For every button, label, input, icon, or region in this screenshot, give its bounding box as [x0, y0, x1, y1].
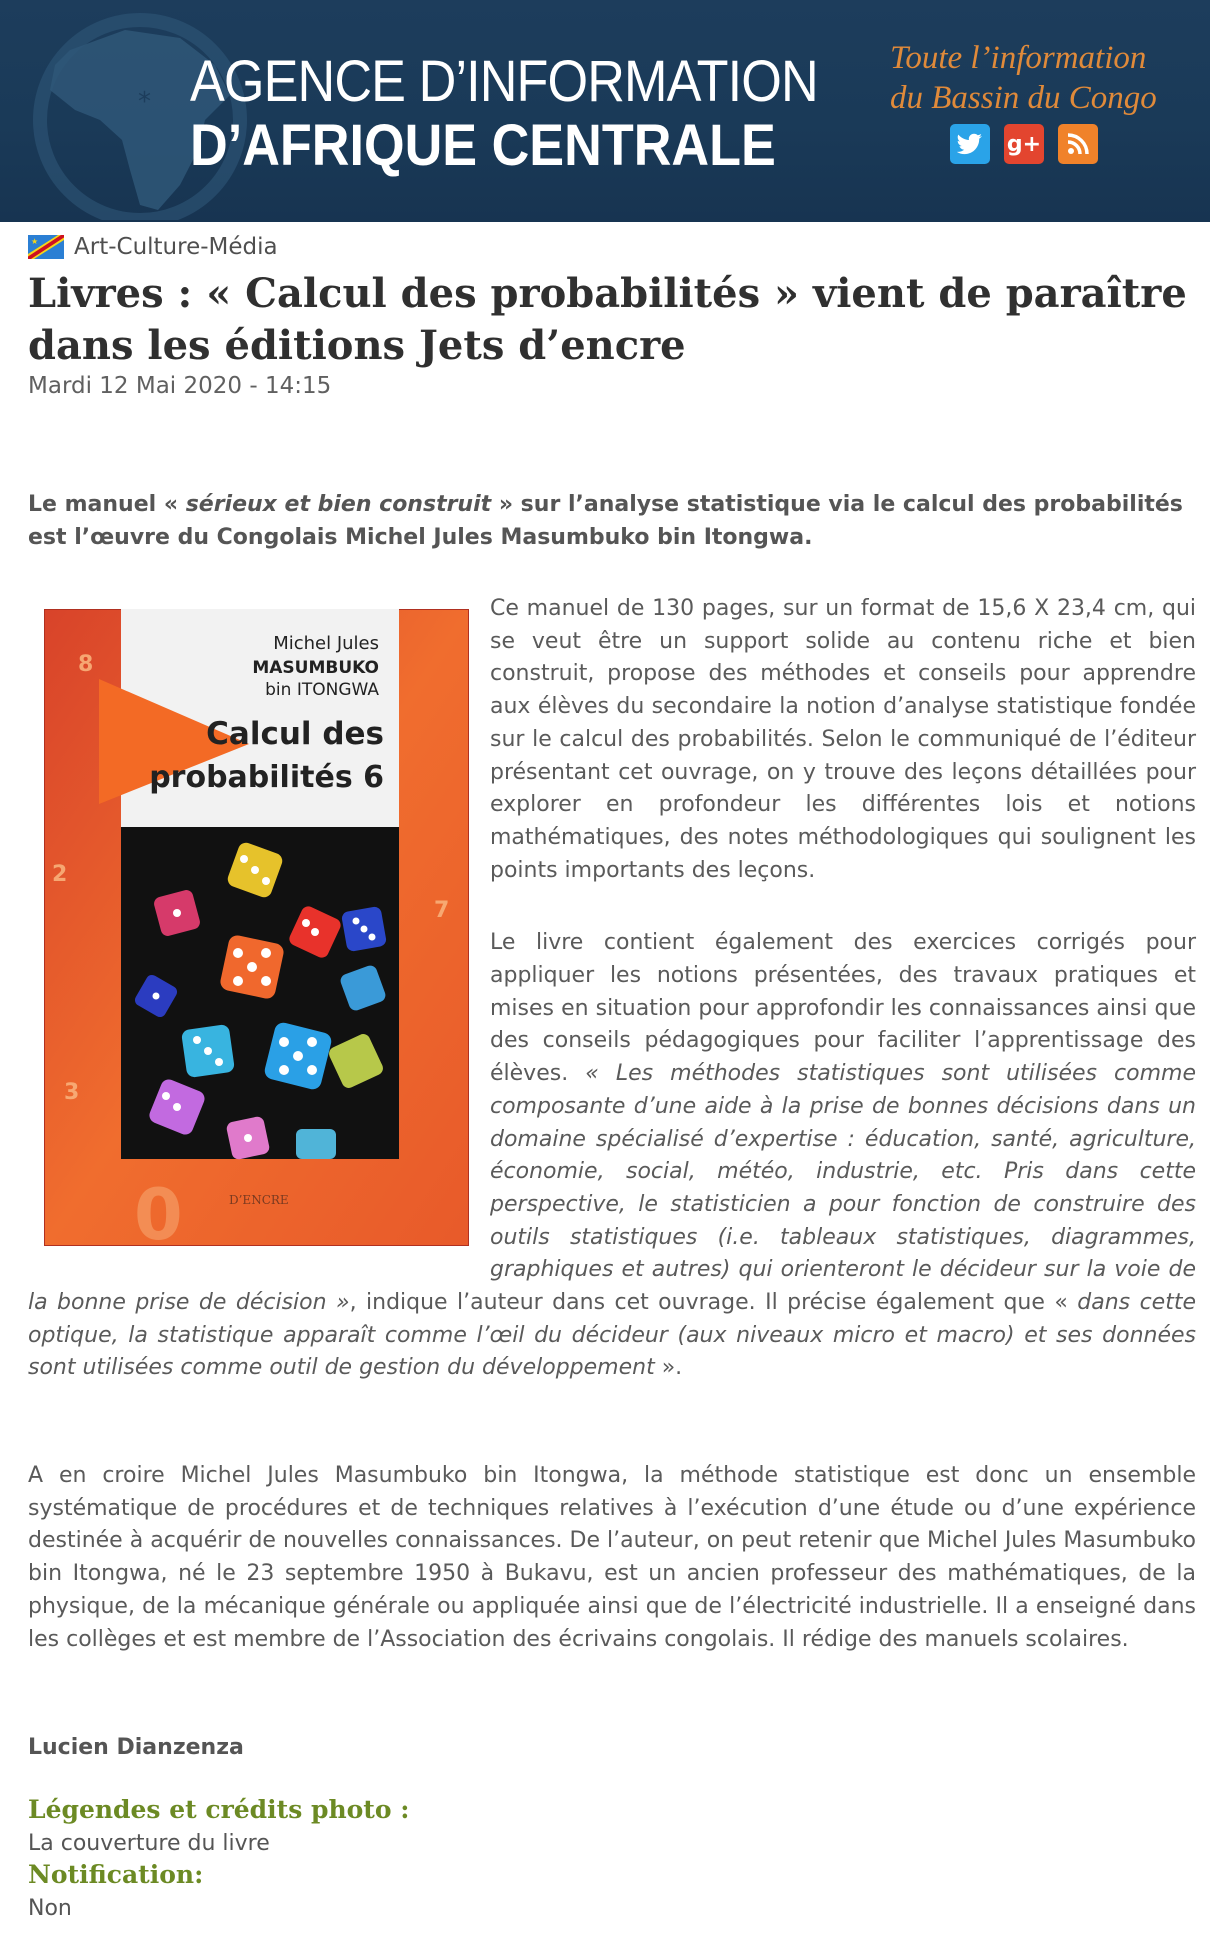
- category-label[interactable]: Art-Culture-Média: [74, 234, 278, 260]
- article-headline: Livres : « Calcul des probabilités » vient de paraître dans les éditions Jets d’encre: [28, 270, 1187, 369]
- cover-title-line2: probabilités 6: [149, 760, 384, 795]
- para2-end: ».: [654, 1355, 683, 1381]
- article-lead: [28, 488, 1194, 554]
- cover-number-2: 2: [52, 862, 68, 887]
- cover-author-line2: MASUMBUKO: [252, 658, 379, 678]
- para2-quote1: « Les méthodes statistiques sont utilisées comme composante d’une aide à la prise de bonnes décisions dans un domaine spécialisé d’expertise : éducation, santé, agriculture, économie, social, météo, industrie, etc. Pris dans cette perspective, le statisticien a pour fonction de construire des outils statistiques (i.e. tableaux statistiques, diagrammes, graphiques et autres) qui orienteront le décideur sur la voie de la bonne prise de décision »: [28, 1061, 1196, 1316]
- cover-author-line1: Michel Jules: [273, 633, 379, 654]
- cover-number-0: 0: [134, 1174, 183, 1246]
- para2-quote2: dans cette optique, la statistique apparaît comme l’œil du décideur (aux niveaux micro et macro) et ses données sont utilisées comme outil de gestion du développement: [28, 1290, 1196, 1381]
- article-date: Mardi 12 Mai 2020 - 14:15: [28, 373, 332, 399]
- caption-value: La couverture du livre: [28, 1831, 270, 1856]
- cover-author-line3: bin ITONGWA: [265, 680, 379, 700]
- lead-italic: sérieux et bien construit: [185, 492, 492, 517]
- article-paragraph-1: Ce manuel de 130 pages, sur un format de 15,6 X 23,4 cm, qui se veut être un support solide au contenu riche et bien construit, propose des méthodes et conseils pour apprendre aux élèves du secondaire la notion d’analyse statistique fondée sur le calcul des probabilités. Selon le communiqué de l’éditeur présentant cet ouvrage, on y trouve des leçons détaillées pour explorer en profondeur les différentes lois et notions mathématiques, des notes méthodologiques qui soulignent les points importants des leçons.: [490, 596, 1196, 883]
- para2-start: Le livre contient également des exercices corrigés pour appliquer les notions présentées, des travaux pratiques et mises en situation pour approfondir les connaissances ainsi que des conseils pédagogiques pour faciliter l’apprentissage des élèves.: [490, 930, 1196, 1087]
- google-plus-glyph: g+: [1006, 131, 1042, 157]
- rss-icon[interactable]: [1058, 124, 1098, 164]
- caption-label: Légendes et crédits photo :: [28, 1795, 410, 1824]
- tagline-line2: du Bassin du Congo: [890, 80, 1157, 116]
- article-category[interactable]: [28, 234, 278, 260]
- cover-title-line1: Calcul des: [206, 716, 384, 752]
- lead-before: Le manuel «: [28, 492, 186, 517]
- notification-label: Notification:: [28, 1860, 204, 1889]
- lead-after: » sur l’analyse statistique via le calcul des probabilités est l’œuvre du Congolais Michel Jules Masumbuko bin Itongwa.: [28, 492, 1183, 550]
- svg-text:*: *: [138, 87, 151, 117]
- tagline-line1: Toute l’information: [890, 40, 1147, 76]
- article-author: Lucien Dianzenza: [28, 1735, 244, 1760]
- notification-value: Non: [28, 1896, 72, 1921]
- svg-text:★: ★: [31, 237, 39, 246]
- para2-mid: , indique l’auteur dans cet ouvrage. Il précise également que «: [349, 1290, 1078, 1316]
- drc-flag-icon: [28, 235, 64, 259]
- article-paragraph-3: A en croire Michel Jules Masumbuko bin Itongwa, la méthode statistique est donc un ensemble systématique de procédures et de techniques relatives à l’exécution d’une étude ou d’une expérience destinée à acquérir de nouvelles connaissances. De l’auteur, on peut retenir que Michel Jules Masumbuko bin Itongwa, né le 23 septembre 1950 à Bukavu, est un ancien professeur des mathématiques, de la physique, de la mécanique générale ou appliquée ainsi que de l’électricité industrielle. Il a enseigné dans les collèges et est membre de l’Association des écrivains congolais. Il rédige des manuels scolaires.: [28, 1463, 1196, 1652]
- site-header: [0, 0, 1210, 222]
- cover-number-7: 7: [434, 898, 450, 923]
- site-tagline: [890, 38, 1190, 118]
- twitter-icon[interactable]: [950, 124, 990, 164]
- book-cover-image[interactable]: [44, 609, 469, 1246]
- social-links: [950, 124, 1098, 164]
- cover-publisher: D’ENCRE: [229, 1193, 289, 1207]
- site-title-line1[interactable]: AGENCE D’INFORMATION: [190, 49, 818, 114]
- cover-number-3: 3: [64, 1080, 80, 1105]
- google-plus-icon[interactable]: [1004, 124, 1044, 164]
- site-title-line2[interactable]: D’AFRIQUE CENTRALE: [190, 113, 776, 178]
- cover-number-8: 8: [78, 652, 94, 677]
